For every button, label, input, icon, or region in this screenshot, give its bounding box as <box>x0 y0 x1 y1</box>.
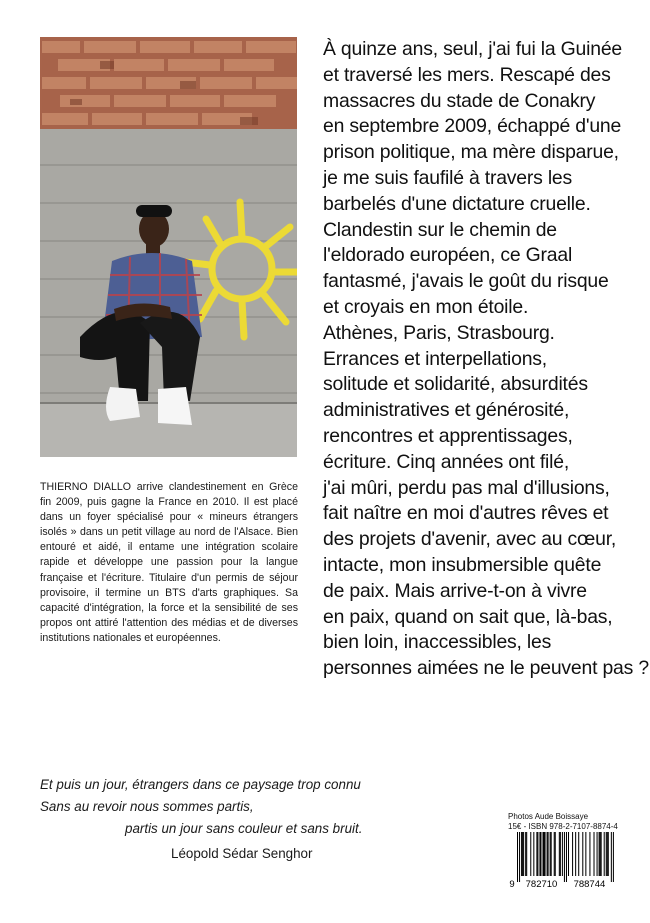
barcode-bar <box>585 832 586 876</box>
barcode-bar <box>537 832 538 876</box>
excerpt-line: l'eldorado européen, ce Graal <box>323 244 573 267</box>
poem-author: Léopold Sédar Senghor <box>171 846 313 861</box>
excerpt-line: de paix. Mais arrive-t-on à vivre <box>323 579 587 602</box>
barcode-bar <box>544 832 545 876</box>
excerpt-line: bien loin, inaccessibles, les <box>323 631 552 654</box>
barcode-bar <box>539 832 540 876</box>
author-name: THIERNO DIALLO <box>40 481 132 493</box>
barcode-bar <box>562 832 563 876</box>
excerpt-line: je me suis faufilé à travers les <box>323 166 573 189</box>
back-cover-excerpt <box>323 37 649 682</box>
excerpt-line: Errances et interpellations, <box>323 347 547 370</box>
barcode-bar <box>521 832 522 876</box>
author-photo <box>40 37 297 457</box>
excerpt-line: À quinze ans, seul, j'ai fui la Guinée <box>323 38 622 60</box>
barcode-bar <box>564 832 565 882</box>
excerpt-line: Athènes, Paris, Strasbourg. <box>323 321 555 344</box>
barcode-bar <box>607 832 608 876</box>
excerpt-line: fait naître en moi d'autres rêves et <box>323 502 609 525</box>
barcode-digits: 788744 <box>573 879 606 888</box>
barcode-bar <box>559 832 560 876</box>
excerpt-line: massacres du stade de Conakry <box>323 89 596 112</box>
barcode-bar <box>566 832 567 882</box>
author-bio <box>40 480 298 646</box>
excerpt-line: intacte, mon insubmersible quête <box>323 553 602 576</box>
excerpt-line: et croyais en mon étoile. <box>323 295 529 318</box>
epigraph-poem <box>40 774 400 865</box>
barcode-graphic <box>508 832 616 888</box>
barcode-bar <box>611 832 612 882</box>
barcode-bar <box>548 832 549 876</box>
barcode-bar <box>600 832 601 876</box>
barcode-bar <box>594 832 595 876</box>
barcode-bar <box>545 832 546 876</box>
barcode-bar <box>604 832 605 876</box>
barcode-bar <box>519 832 520 882</box>
excerpt-line: des projets d'avenir, avec au cœur, <box>323 528 617 551</box>
photo-credit: Photos Aude Boissaye <box>508 812 589 821</box>
barcode-digits: 782710 <box>525 879 558 888</box>
barcode-digits: 9 <box>509 879 515 888</box>
excerpt-line: fantasmé, j'avais le goût du risque <box>323 270 609 293</box>
barcode-bar <box>575 832 576 876</box>
excerpt-line: barbelés d'une dictature cruelle. <box>323 192 591 215</box>
barcode-bar <box>560 832 561 876</box>
barcode-bar <box>555 832 556 876</box>
barcode-bar <box>601 832 602 876</box>
barcode-bar <box>608 832 609 876</box>
price-isbn: 15€ - ISBN 978-2-7107-8874-4 <box>508 822 618 831</box>
barcode-bar <box>536 832 537 876</box>
poem-line: Sans au revoir nous sommes partis, <box>40 799 254 814</box>
barcode-bar <box>540 832 541 876</box>
excerpt-line: écriture. Cinq années ont filé, <box>323 450 570 473</box>
barcode-bar <box>522 832 523 876</box>
excerpt-line: Clandestin sur le chemin de <box>323 218 557 241</box>
excerpt-line: prison politique, ma mère disparue, <box>323 141 619 164</box>
excerpt-line: rencontres et apprentissages, <box>323 424 573 447</box>
credits <box>508 812 618 832</box>
barcode-bar <box>517 832 518 882</box>
barcode-bar <box>523 832 524 876</box>
barcode-bar <box>551 832 552 876</box>
barcode-bar <box>568 832 569 876</box>
barcode-bar <box>530 832 531 876</box>
barcode-bar <box>547 832 548 876</box>
barcode-bar <box>550 832 551 876</box>
barcode-bar <box>533 832 534 876</box>
barcode-bar <box>599 832 600 876</box>
barcode-bar <box>578 832 579 876</box>
barcode-bar <box>543 832 544 876</box>
barcode-bar <box>589 832 590 876</box>
barcode-bar <box>525 832 526 876</box>
barcode-bar <box>606 832 607 876</box>
excerpt-line: en paix, quand on sait que, là-bas, <box>323 605 613 628</box>
barcode-bar <box>613 832 614 882</box>
excerpt-line: j'ai mûri, perdu pas mal d'illusions, <box>323 476 610 499</box>
barcode-bar <box>582 832 583 876</box>
excerpt-line: personnes aimées ne le peuvent pas ? <box>323 657 649 680</box>
barcode-bar <box>572 832 573 876</box>
excerpt-line: solitude et solidarité, absurdités <box>323 373 588 396</box>
barcode-bar <box>554 832 555 876</box>
barcode-bar <box>597 832 598 876</box>
barcode-bar <box>526 832 527 876</box>
excerpt-line: administratives et générosité, <box>323 399 570 422</box>
poem-line: partis un jour sans couleur et sans bruit. <box>125 821 363 836</box>
poem-line: Et puis un jour, étrangers dans ce paysage trop connu <box>40 777 361 792</box>
excerpt-line: et traversé les mers. Rescapé des <box>323 63 611 86</box>
author-photo-illustration <box>40 37 297 457</box>
author-bio-text: arrive clandestinement en Grèce fin 2009, puis gagne la France en 2010. Il est placé dans un foyer spécialisé pour « mineurs étrangers isolés » dans un petit village au nord de l'Alsace. Bien entouré et aidé, il entame une intégration scolaire rapide et développe une passion pour la langue française et l'écriture. Titulaire d'un permis de séjour provisoire, il termine un BTS d'arts graphiques. Sa capacité d'intégration, la force et la sensibilité de ses propos ont attiré l'attention des médias et de diverses institutions nationales et européennes. <box>40 481 298 644</box>
isbn-barcode <box>508 832 616 888</box>
excerpt-line: en septembre 2009, échappé d'une <box>323 115 622 138</box>
